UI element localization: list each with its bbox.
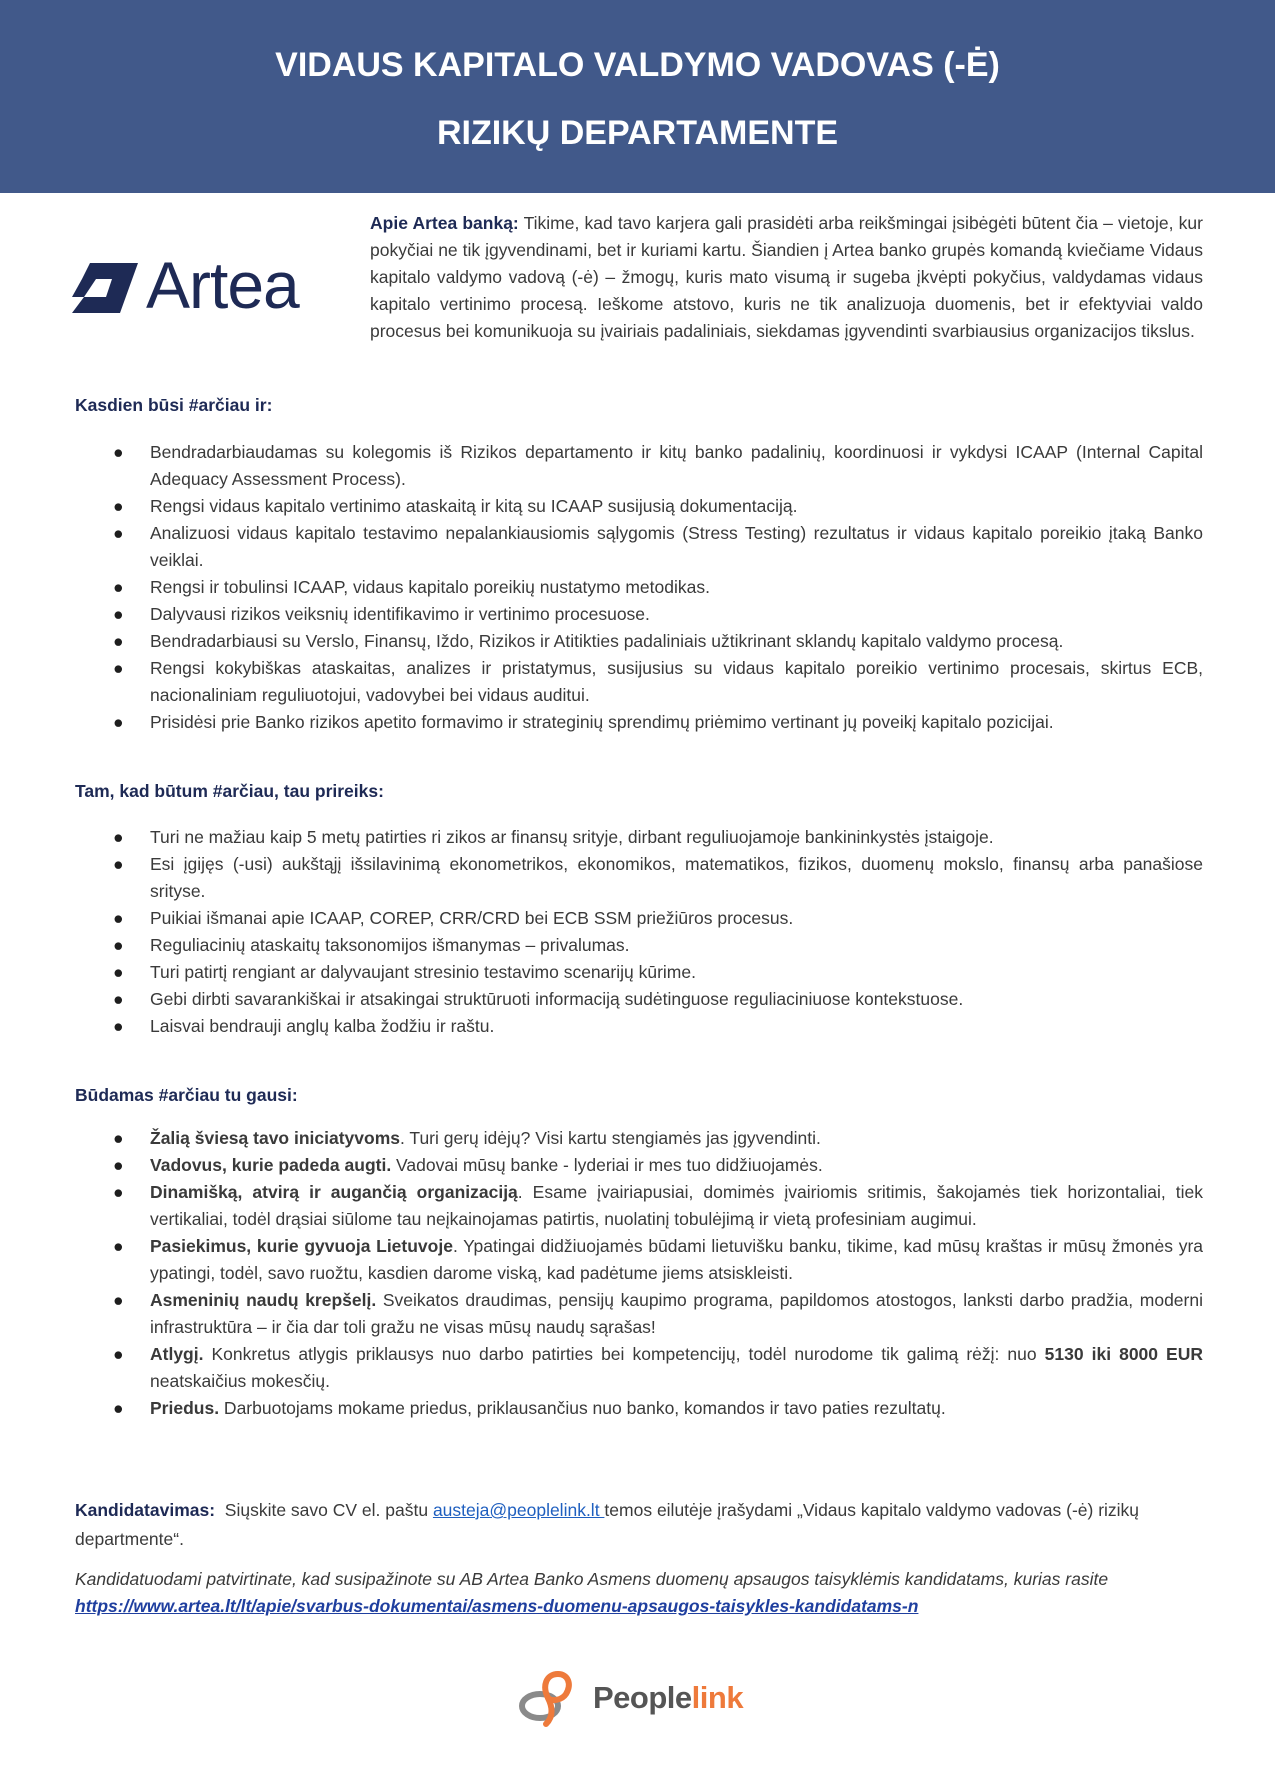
bullet-icon: ● bbox=[113, 577, 124, 597]
list-item: ● Asmeninių naudų krepšelį. Sveikatos draudimas, pensijų kaupimo programa, papildomos atostogos, lanksti darbo pradžia, moderni infrastruktūra – ir čia dar toli gražu ne visas mūsų naudų sąrašas! bbox=[75, 1287, 1203, 1341]
bullet-icon: ● bbox=[113, 854, 124, 874]
job-title-line2: RIZIKŲ DEPARTAMENTE bbox=[436, 114, 839, 152]
apply-label: Kandidatavimas: bbox=[75, 1500, 216, 1520]
list-item: ● Turi ne mažiau kaip 5 metų patirties ri zikos ar finansų srityje, dirbant reguliuojamoje bankininkystės įstaigoje. bbox=[75, 824, 1203, 851]
bullet-icon: ● bbox=[113, 1182, 124, 1202]
list-item: ● Dalyvausi rizikos veiksnių identifikavimo ir vertinimo procesuose. bbox=[75, 601, 1203, 628]
bullet-icon: ● bbox=[113, 523, 124, 543]
bullet-icon: ● bbox=[113, 1236, 124, 1256]
benefits-list bbox=[75, 1125, 1203, 1422]
privacy-policy-link[interactable]: https://www.artea.lt/lt/apie/svarbus-dokumentai/asmens-duomenu-apsaugos-taisykles-kandidatams-n bbox=[75, 1596, 919, 1616]
bullet-icon: ● bbox=[113, 604, 124, 624]
list-item: ● Gebi dirbti savarankiškai ir atsakingai struktūruoti informaciją sudėtinguose reguliaciniuose kontekstuose. bbox=[75, 986, 1203, 1013]
peoplelink-logo-icon bbox=[518, 1670, 580, 1728]
peoplelink-logo bbox=[518, 1670, 758, 1730]
application-info: Kandidatavimas: Siųskite savo CV el. paštu austeja@peoplelink.lt temos eilutėje įrašydami „Vidaus kapitalo valdymo vadovas (-ė) rizikų departmente“. bbox=[75, 1500, 1140, 1549]
list-item: ● Rengsi kokybiškas ataskaitas, analizes ir pristatymus, susijusius su vidaus kapitalo poreikio vertinimo procesais, skirtus ECB, nacionaliniam reguliuotojui, vadovybei bei vidaus auditui. bbox=[75, 655, 1203, 709]
list-item: ● Priedus. Darbuotojams mokame priedus, priklausančius nuo banko, komandos ir tavo paties rezultatų. bbox=[75, 1395, 1203, 1422]
job-title-line1: VIDAUS KAPITALO VALDYMO VADOVAS (-Ė) bbox=[275, 46, 1000, 84]
artea-logo bbox=[72, 248, 322, 322]
bullet-icon: ● bbox=[113, 962, 124, 982]
list-item: ● Pasiekimus, kurie gyvuoja Lietuvoje. Ypatingai didžiuojamės būdami lietuvišku banku, tikime, kad mūsų kraštas ir mūsų žmonės yra ypatingi, todėl, savo ruožtu, kasdien darome viską, kad padėtume jiems atsiskleisti. bbox=[75, 1233, 1203, 1287]
bullet-icon: ● bbox=[113, 1155, 124, 1175]
bullet-icon: ● bbox=[113, 1016, 124, 1036]
header-banner bbox=[0, 0, 1275, 193]
intro-paragraph bbox=[370, 210, 1203, 345]
salary-range: 5130 iki 8000 EUR bbox=[1044, 1344, 1203, 1364]
bullet-icon: ● bbox=[113, 935, 124, 955]
duties-title: Kasdien būsi #arčiau ir: bbox=[75, 395, 273, 415]
list-item: ● Rengsi ir tobulinsi ICAAP, vidaus kapitalo poreikių nustatymo metodikas. bbox=[75, 574, 1203, 601]
benefits-title: Būdamas #arčiau tu gausi: bbox=[75, 1085, 298, 1105]
bullet-icon: ● bbox=[113, 658, 124, 678]
bullet-icon: ● bbox=[113, 908, 124, 928]
privacy-notice: Kandidatuodami patvirtinate, kad susipažinote su AB Artea Banko Asmens duomenų apsaugos taisyklėmis kandidatams, kurias rasite https://www.artea.lt/lt/apie/svarbus-dokumentai/asmens-duomenu-apsaugos-taisykles-kandidatams-n bbox=[75, 1569, 1109, 1616]
list-item: ● Žalią šviesą tavo iniciatyvoms. Turi gerų idėjų? Visi kartu stengiamės jas įgyvendinti. bbox=[75, 1125, 1203, 1152]
requirements-list bbox=[75, 824, 1203, 1040]
peoplelink-logo-text: Peoplelink bbox=[593, 1680, 744, 1715]
intro-label: Apie Artea banką: bbox=[370, 213, 519, 233]
list-item: ● Reguliacinių ataskaitų taksonomijos išmanymas – privalumas. bbox=[75, 932, 1203, 959]
duties-list bbox=[75, 439, 1203, 736]
list-item: ● Rengsi vidaus kapitalo vertinimo ataskaitą ir kitą su ICAAP susijusią dokumentaciją. bbox=[75, 493, 1203, 520]
bullet-icon: ● bbox=[113, 1344, 124, 1364]
bullet-icon: ● bbox=[113, 1398, 124, 1418]
list-item: ● Turi patirtį rengiant ar dalyvaujant stresinio testavimo scenarijų kūrime. bbox=[75, 959, 1203, 986]
bullet-icon: ● bbox=[113, 442, 124, 462]
list-item: ● Analizuosi vidaus kapitalo testavimo nepalankiausiomis sąlygomis (Stress Testing) rezultatus ir vidaus kapitalo poreikio įtaką Banko veiklai. bbox=[75, 520, 1203, 574]
list-item: ● Bendradarbiausi su Verslo, Finansų, Iždo, Rizikos ir Atitikties padaliniais užtikrinant sklandų kapitalo valdymo procesą. bbox=[75, 628, 1203, 655]
list-item: ● Vadovus, kurie padeda augti. Vadovai mūsų banke - lyderiai ir mes tuo didžiuojamės. bbox=[75, 1152, 1203, 1179]
list-item: ● Laisvai bendrauji anglų kalba žodžiu ir raštu. bbox=[75, 1013, 1203, 1040]
bullet-icon: ● bbox=[113, 496, 124, 516]
email-link[interactable]: austeja@peoplelink.lt bbox=[432, 1500, 605, 1520]
list-item: ● Bendradarbiaudamas su kolegomis iš Rizikos departamento ir kitų banko padalinių, koordinuosi ir vykdysi ICAAP (Internal Capital Adequacy Assessment Process). bbox=[75, 439, 1203, 493]
list-item: ● Atlygį. Konkretus atlygis priklausys nuo darbo patirties bei kompetencijų, todėl nurodome tik galimą rėžį: nuo 5130 iki 8000 EUR neatskaičius mokesčių. bbox=[75, 1341, 1203, 1395]
artea-logo-text: Artea bbox=[146, 248, 299, 322]
bullet-icon: ● bbox=[113, 827, 124, 847]
artea-logo-icon bbox=[72, 263, 138, 313]
list-item: ● Puikiai išmanai apie ICAAP, COREP, CRR/CRD bei ECB SSM priežiūros procesus. bbox=[75, 905, 1203, 932]
bullet-icon: ● bbox=[113, 989, 124, 1009]
list-item: ● Esi įgijęs (-usi) aukštąjį išsilavinimą ekonometrikos, ekonomikos, matematikos, fizikos, duomenų mokslo, finansų arba panašiose srityse. bbox=[75, 851, 1203, 905]
list-item: ● Prisidėsi prie Banko rizikos apetito formavimo ir strateginių sprendimų priėmimo vertinant jų poveikį kapitalo pozicijai. bbox=[75, 709, 1203, 736]
list-item: ● Dinamišką, atvirą ir augančią organizaciją. Esame įvairiapusiai, domimės įvairiomis sritimis, šakojamės tiek horizontaliai, tiek vertikaliai, todėl drąsiai siūlome tau neįkainojamas patirtis, nuolatinį tobulėjimą ir vietą profesiniam augimui. bbox=[75, 1179, 1203, 1233]
bullet-icon: ● bbox=[113, 631, 124, 651]
bullet-icon: ● bbox=[113, 712, 124, 732]
bullet-icon: ● bbox=[113, 1290, 124, 1310]
bullet-icon: ● bbox=[113, 1128, 124, 1148]
intro-text: Tikime, kad tavo karjera gali prasidėti arba reikšmingai įsibėgėti būtent čia – vietoje, kur pokyčiai ne tik įgyvendinami, bet ir kuriami kartu. Šiandien į Artea banko grupės komandą kviečiame Vidaus kapitalo valdymo vadovą (-ė) – žmogų, kuris mato visumą ir sugeba įkvėpti pokyčius, valdydamas vidaus kapitalo vertinimo procesą. Ieškome atstovo, kuris ne tik analizuoja duomenis, bet ir efektyviai valdo procesus bei komunikuoja su įvairiais padaliniais, siekdamas įgyvendinti svarbiausius organizacijos tikslus. bbox=[370, 213, 1203, 341]
requirements-title: Tam, kad būtum #arčiau, tau prireiks: bbox=[75, 781, 384, 801]
